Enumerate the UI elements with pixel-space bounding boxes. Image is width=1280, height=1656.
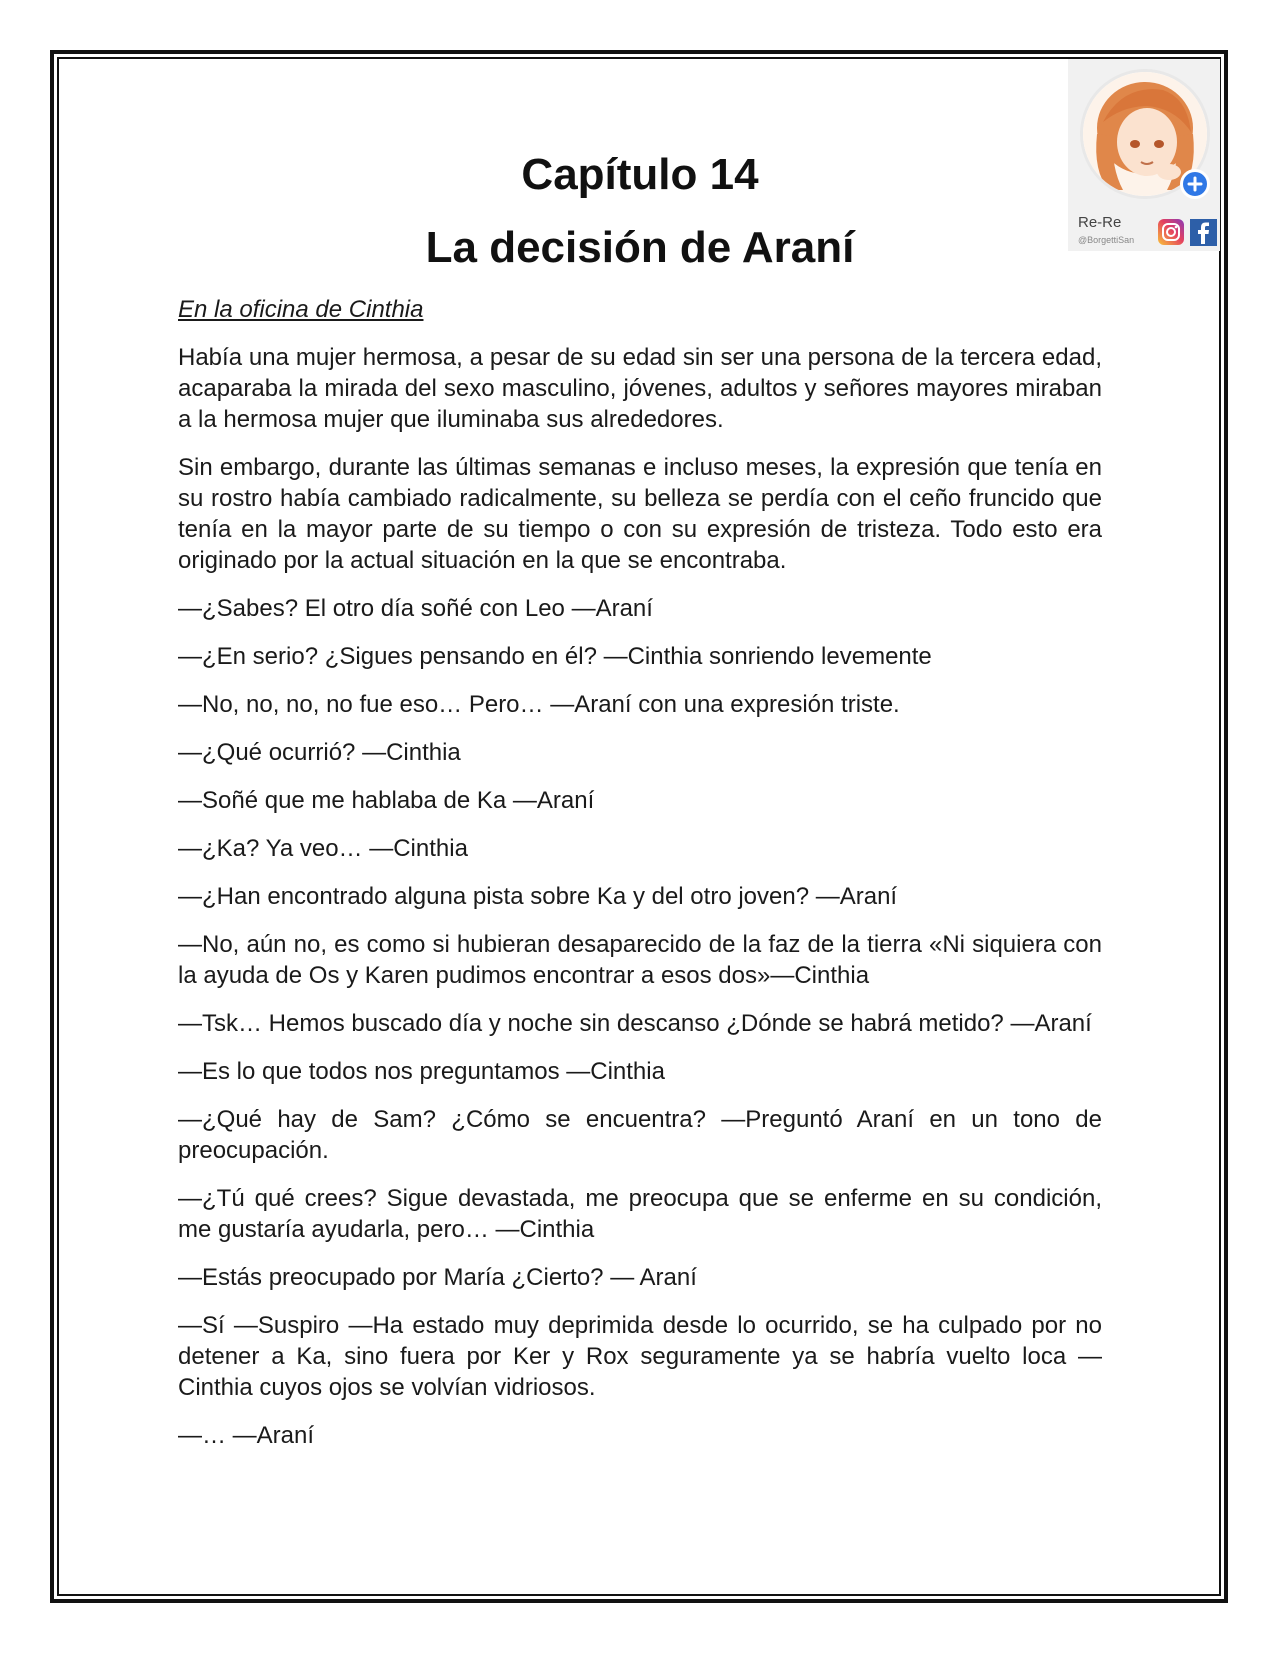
author-handle: @BorgettiSan [1078, 235, 1135, 245]
chapter-number: Capítulo 14 [521, 150, 759, 199]
dialogue-line: —Estás preocupado por María ¿Cierto? — Araní [178, 1264, 697, 1291]
dialogue-line: —Sí —Suspiro —Ha estado muy deprimida desde lo ocurrido, se ha culpado por no detener a Ka, sino fuera por Ker y Rox seguramente ya se habría vuelto loca — Cinthia cuyos ojos se volvían vidriosos. [178, 1312, 1102, 1401]
author-name: Re-Re [1078, 214, 1122, 231]
paragraph: Había una mujer hermosa, a pesar de su edad sin ser una persona de la tercera edad, acaparaba la mirada del sexo masculino, jóvenes, adultos y señores mayores miraban a la hermosa mujer que iluminaba sus alrededores. [178, 344, 1102, 433]
dialogue-line: —¿Han encontrado alguna pista sobre Ka y del otro joven? —Araní [178, 883, 898, 910]
dialogue-line: —¿Qué hay de Sam? ¿Cómo se encuentra? —Preguntó Araní en un tono de preocupación. [178, 1106, 1102, 1164]
dialogue-line: —¿Qué ocurrió? —Cinthia [178, 739, 461, 766]
dialogue-line: —No, no, no, no fue eso… Pero… —Araní con una expresión triste. [178, 691, 900, 718]
dialogue-line: —¿En serio? ¿Sigues pensando en él? —Cinthia sonriendo levemente [178, 643, 932, 670]
chapter-body [178, 342, 1102, 1468]
scene-location: En la oficina de Cinthia [178, 296, 424, 323]
paragraph: Sin embargo, durante las últimas semanas e incluso meses, la expresión que tenía en su rostro había cambiado radicalmente, su belleza se perdía con el ceño fruncido que tenía en la mayor parte de su tiempo o con su expresión de tristeza. Todo esto era originado por la actual situación en la que se encontraba. [178, 454, 1102, 574]
chapter-title: La decisión de Araní [425, 223, 855, 272]
dialogue-line: —Soñé que me hablaba de Ka —Araní [178, 787, 595, 814]
dialogue-line: —¿Tú qué crees? Sigue devastada, me preocupa que se enferme en su condición, me gustaría ayudarla, pero… —Cinthia [178, 1185, 1102, 1243]
dialogue-line: —Tsk… Hemos buscado día y noche sin descanso ¿Dónde se habrá metido? —Araní [178, 1010, 1092, 1037]
dialogue-line: —Es lo que todos nos preguntamos —Cinthia [178, 1058, 665, 1085]
dialogue-line: —… —Araní [178, 1422, 315, 1449]
dialogue-line: —¿Sabes? El otro día soñé con Leo —Araní [178, 595, 653, 622]
dialogue-line: —¿Ka? Ya veo… —Cinthia [178, 835, 468, 862]
dialogue-line: —No, aún no, es como si hubieran desaparecido de la faz de la tierra «Ni siquiera con la ayuda de Os y Karen pudimos encontrar a esos dos»—Cinthia [178, 931, 1102, 989]
